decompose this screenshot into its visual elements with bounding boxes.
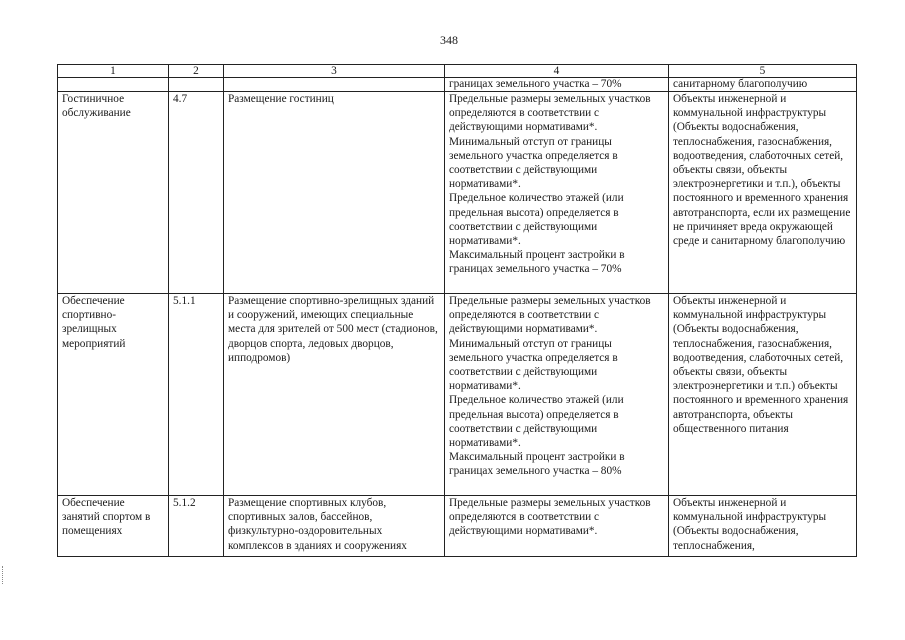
- use-description: Размещение гостиниц: [224, 92, 445, 294]
- auxiliary-uses: Объекты инженерной и коммунальной инфраструктуры (Объекты водоснабжения, теплоснабжения,: [669, 496, 857, 557]
- param-item: Предельное количество этажей (или предельная высота) определяется в соответствии с действующими нормативами*.: [449, 192, 624, 248]
- table-row: [58, 496, 857, 557]
- use-description: Размещение спортивно-зрелищных зданий и сооружений, имеющих специальные места для зрителей от 500 мест (стадионов, дворцов спорта, ледовых дворцов, ипподромов): [224, 294, 445, 496]
- use-name: Гостиничное обслуживание: [58, 92, 169, 294]
- auxiliary-uses: Объекты инженерной и коммунальной инфраструктуры (Объекты водоснабжения, теплоснабжения, газоснабжения, водоотведения, слаботочных сетей, объекты связи, объекты электроэнергетики и т.п.) объекты постоянного и временного хранения автотранспорта, объекты общественного питания: [669, 294, 857, 496]
- table-header-row: [58, 65, 857, 78]
- header-col-3: 3: [224, 65, 445, 78]
- use-parameters: [445, 294, 669, 496]
- param-item: Максимальный процент застройки в границах земельного участка – 80%: [449, 451, 625, 478]
- use-code: 4.7: [169, 92, 224, 294]
- use-parameters: [445, 92, 669, 294]
- use-code: 5.1.1: [169, 294, 224, 496]
- use-name: Обеспечение спортивно-зрелищных мероприятий: [58, 294, 169, 496]
- continuation-row: [58, 78, 857, 92]
- continuation-cell-2: [169, 78, 224, 92]
- param-item: Предельные размеры земельных участков определяются в соответствии с действующими нормативами*.: [449, 497, 651, 538]
- auxiliary-uses: Объекты инженерной и коммунальной инфраструктуры (Объекты водоснабжения, теплоснабжения, газоснабжения, водоотведения, слаботочных сетей, объекты связи, объекты электроэнергетики и т.п.), объекты постоянного и временного хранения автотранспорта, если их размещение не причиняет вреда окружающей среде и санитарному благополучию: [669, 92, 857, 294]
- header-col-2: 2: [169, 65, 224, 78]
- param-item: Минимальный отступ от границы земельного участка определяется в соответствии с действующими нормативами*.: [449, 337, 618, 393]
- table-row: [58, 92, 857, 294]
- header-col-1: 1: [58, 65, 169, 78]
- param-item: Минимальный отступ от границы земельного участка определяется в соответствии с действующими нормативами*.: [449, 135, 618, 191]
- page-number: 348: [440, 33, 458, 47]
- use-name: Обеспечение занятий спортом в помещениях: [58, 496, 169, 557]
- param-item: Предельные размеры земельных участков определяются в соответствии с действующими нормативами*.: [449, 295, 651, 336]
- continuation-cell-1: [58, 78, 169, 92]
- use-code: 5.1.2: [169, 496, 224, 557]
- table-row: [58, 294, 857, 496]
- continuation-params: границах земельного участка – 70%: [445, 78, 669, 92]
- param-item: Предельное количество этажей (или предельная высота) определяется в соответствии с действующими нормативами*.: [449, 394, 624, 450]
- param-item: Максимальный процент застройки в границах земельного участка – 70%: [449, 249, 625, 276]
- regulations-table: [57, 64, 857, 557]
- scan-margin-mark: [2, 566, 6, 584]
- header-col-5: 5: [669, 65, 857, 78]
- continuation-auxiliary: санитарному благополучию: [669, 78, 857, 92]
- use-parameters: [445, 496, 669, 557]
- param-item: Предельные размеры земельных участков определяются в соответствии с действующими нормативами*.: [449, 93, 651, 134]
- use-description: Размещение спортивных клубов, спортивных залов, бассейнов, физкультурно-оздоровительных комплексов в зданиях и сооружениях: [224, 496, 445, 557]
- continuation-cell-3: [224, 78, 445, 92]
- header-col-4: 4: [445, 65, 669, 78]
